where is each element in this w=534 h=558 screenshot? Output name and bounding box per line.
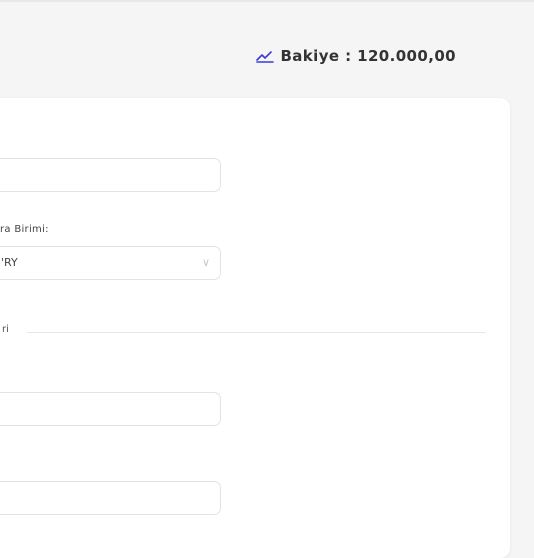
top-bar [0,0,534,97]
section-title: ri [2,324,9,335]
currency-label: ra Birimi: [0,224,49,235]
text-input-1[interactable] [0,158,221,192]
currency-select[interactable] [0,246,221,280]
balance-text: Bakiye : 120.000,00 [280,47,456,65]
text-input-2[interactable] [0,392,221,426]
divider-line [27,332,486,333]
currency-select-value: 'RY [1,256,18,269]
section-divider [0,318,534,348]
text-input-3[interactable] [0,481,221,515]
chevron-down-icon: ∨ [201,256,210,269]
trend-line-icon [256,49,274,63]
balance-display [256,47,456,65]
